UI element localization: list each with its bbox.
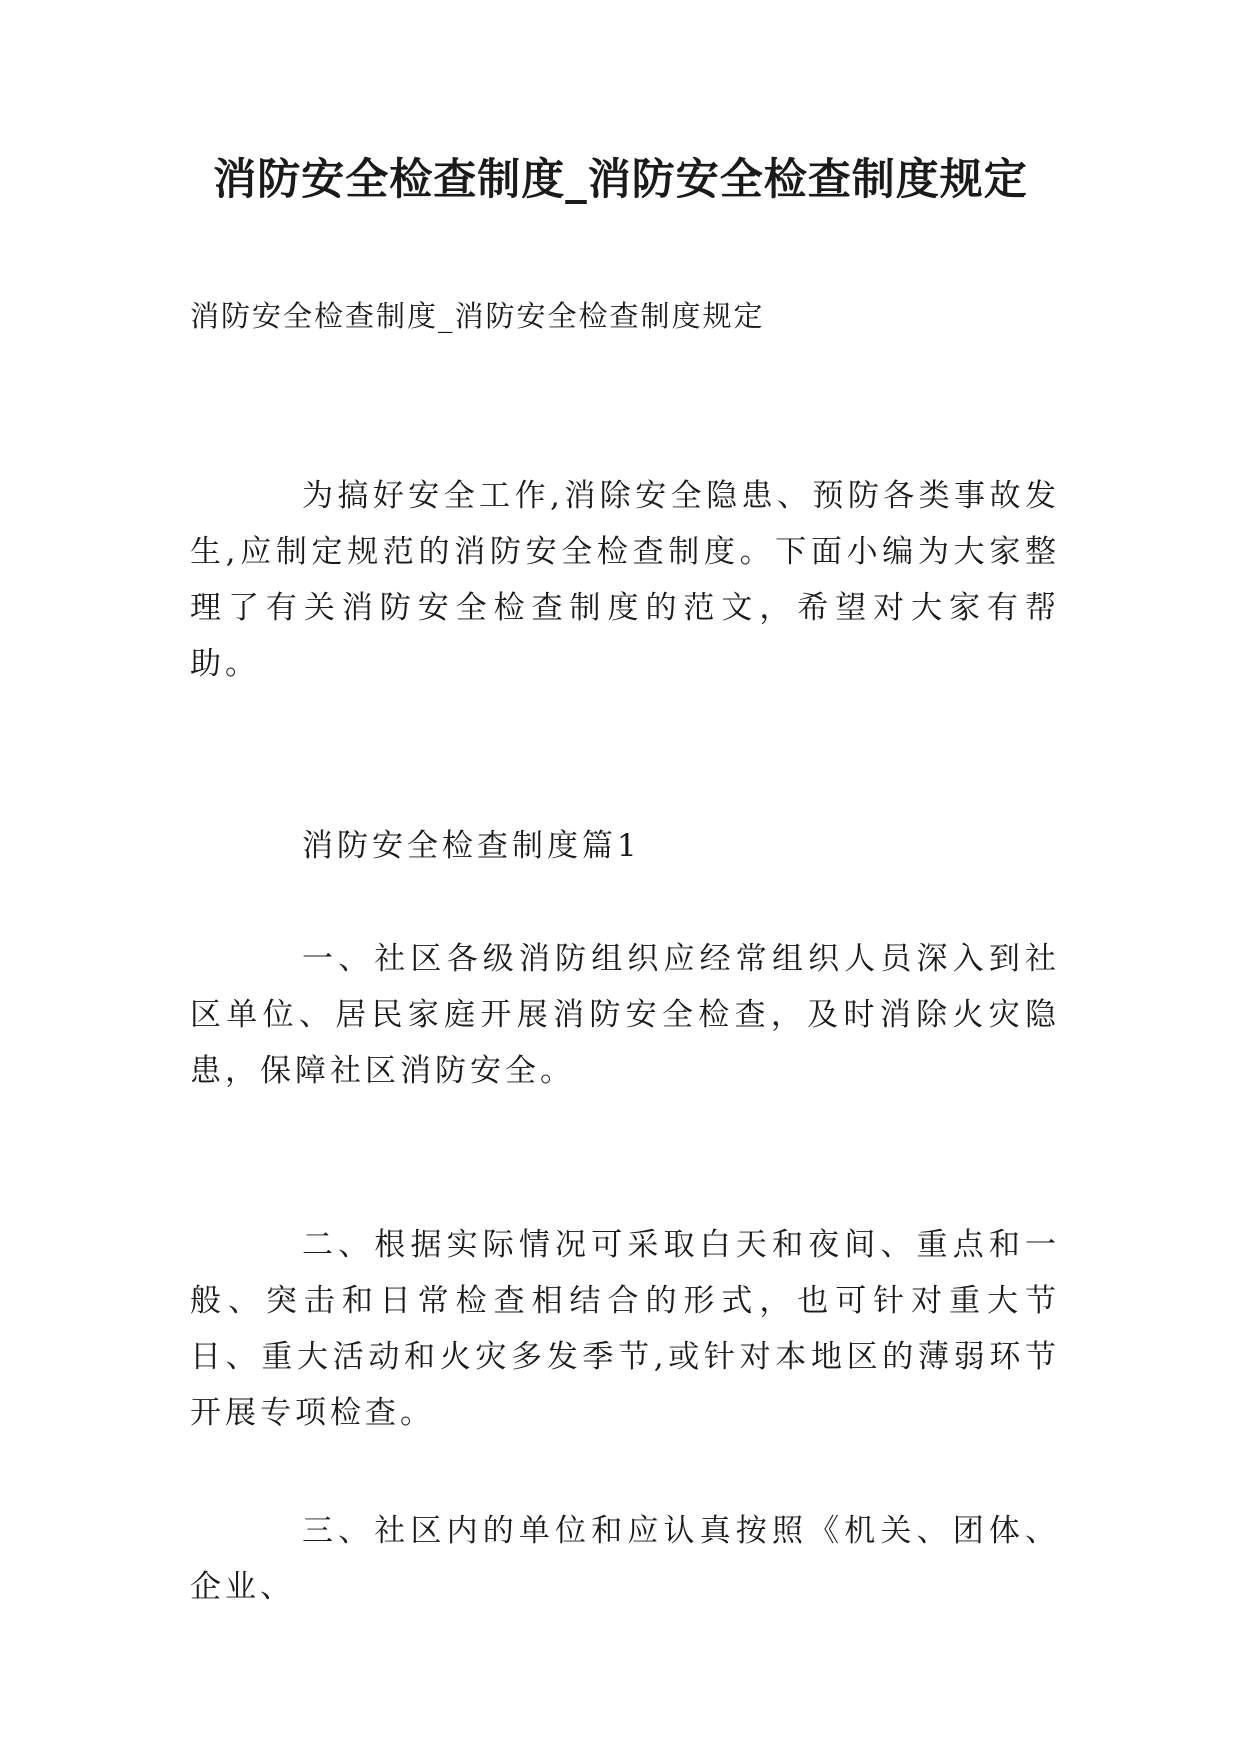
- section-heading: 消防安全检查制度篇1: [302, 828, 641, 864]
- item-one-paragraph: 一、社区各级消防组织应经常组织人员深入到社区单位、居民家庭开展消防安全检查，及时消除火灾隐患，保障社区消防安全。: [190, 941, 1060, 1089]
- document-title: 消防安全检查制度_消防安全检查制度规定: [213, 155, 1028, 205]
- item-two-paragraph: 二、根据实际情况可采取白天和夜间、重点和一般、突击和日常检查相结合的形式，也可针对重大节日、重大活动和火灾多发季节,或针对本地区的薄弱环节开展专项检查。: [190, 1227, 1060, 1431]
- document-subtitle: 消防安全检查制度_消防安全检查制度规定: [190, 299, 765, 333]
- item-three-paragraph: 三、社区内的单位和应认真按照《机关、团体、企业、: [190, 1513, 1060, 1605]
- intro-paragraph: 为搞好安全工作,消除安全隐患、预防各类事故发生,应制定规范的消防安全检查制度。下面小编为大家整理了有关消防安全检查制度的范文，希望对大家有帮助。: [190, 478, 1060, 682]
